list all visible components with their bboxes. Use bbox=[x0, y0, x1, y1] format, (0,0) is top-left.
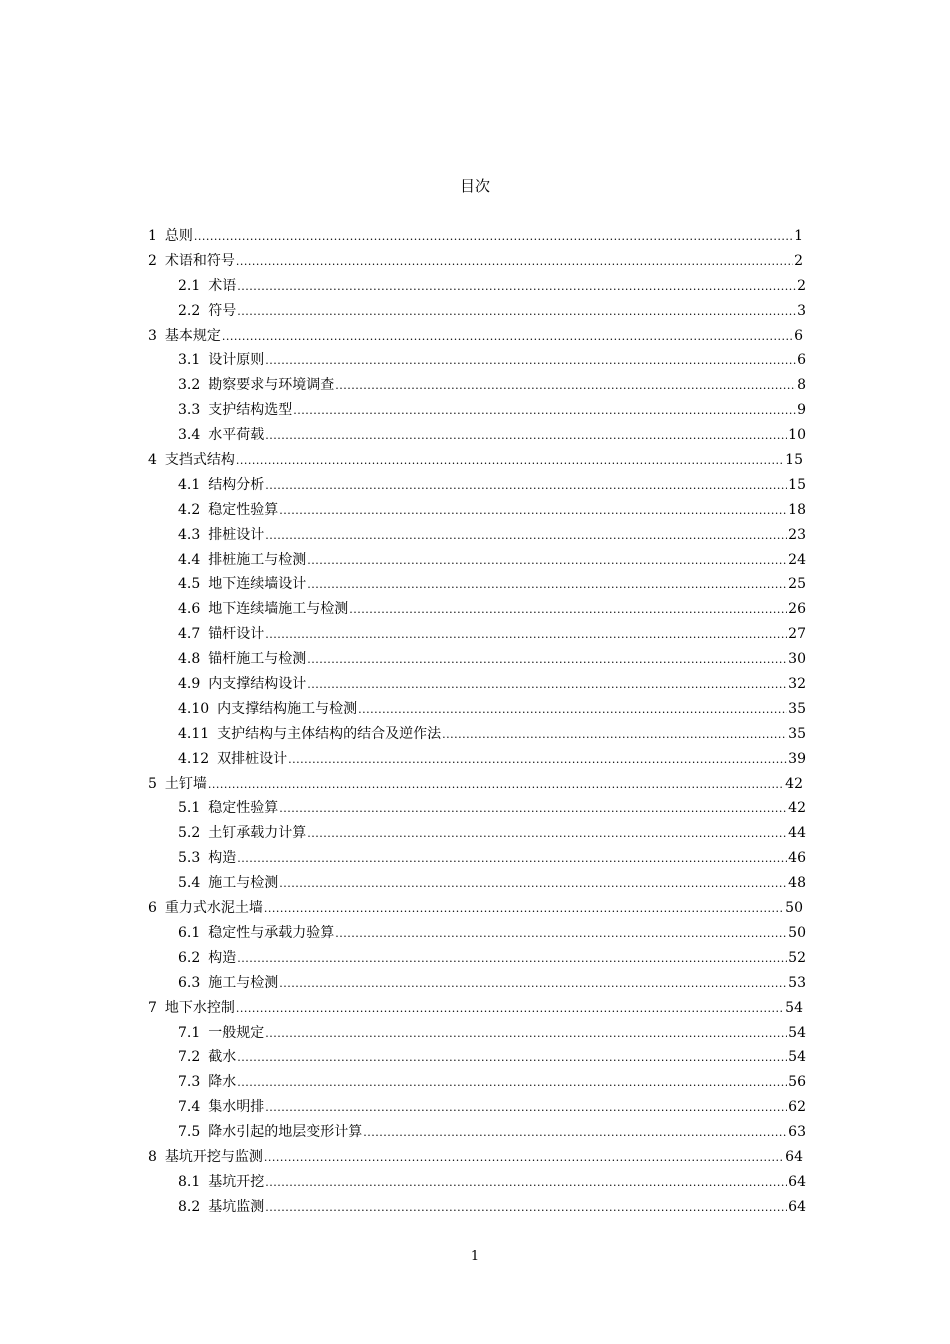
toc-entry-number: 8.2 bbox=[178, 1198, 201, 1215]
toc-entry-label: 锚杆设计 bbox=[208, 626, 265, 643]
toc-dot-leader bbox=[237, 1048, 787, 1068]
toc-entry-number: 4.8 bbox=[178, 651, 201, 668]
toc-entry-page: 53 bbox=[788, 974, 806, 991]
toc-dot-leader bbox=[349, 600, 787, 620]
toc-dot-leader bbox=[279, 501, 787, 521]
toc-entry-label: 降水引起的地层变形计算 bbox=[208, 1124, 363, 1141]
toc-entry-page: 6 bbox=[797, 352, 806, 369]
toc-entry-page: 3 bbox=[797, 302, 806, 319]
toc-entry-label: 双排桩设计 bbox=[217, 750, 288, 767]
toc-entry-number: 2.2 bbox=[178, 302, 201, 319]
toc-section-entry bbox=[0, 699, 806, 724]
toc-entry-page: 63 bbox=[788, 1124, 806, 1141]
toc-section-entry bbox=[0, 1122, 806, 1147]
toc-entry-number: 3.4 bbox=[178, 427, 201, 444]
toc-entry-number: 7.5 bbox=[178, 1124, 201, 1141]
toc-entry-number: 7 bbox=[148, 999, 157, 1016]
toc-entry-label: 稳定性与承载力验算 bbox=[208, 924, 335, 941]
toc-section-entry bbox=[0, 798, 806, 823]
toc-dot-leader bbox=[237, 277, 796, 297]
toc-entry-number: 3 bbox=[148, 327, 157, 344]
toc-entry-page: 64 bbox=[785, 1148, 803, 1165]
toc-entry-number: 6.2 bbox=[178, 949, 201, 966]
toc-entry-label: 支护结构选型 bbox=[208, 402, 293, 419]
toc-dot-leader bbox=[237, 949, 787, 969]
toc-dot-leader bbox=[307, 551, 787, 571]
toc-entry-number: 7.1 bbox=[178, 1024, 201, 1041]
toc-entry-number: 4.9 bbox=[178, 676, 201, 693]
toc-entry-label: 水平荷载 bbox=[208, 427, 265, 444]
toc-entry-label: 地下水控制 bbox=[164, 999, 235, 1016]
toc-entry-number: 4.10 bbox=[178, 700, 210, 717]
toc-entry-label: 锚杆施工与检测 bbox=[208, 651, 307, 668]
toc-entry-page: 15 bbox=[785, 452, 803, 469]
toc-entry-number: 5 bbox=[148, 775, 157, 792]
toc-section-entry bbox=[0, 649, 806, 674]
toc-entry-label: 内支撑结构施工与检测 bbox=[217, 700, 358, 717]
toc-dot-leader bbox=[264, 899, 784, 919]
toc-entry-label: 术语 bbox=[208, 277, 237, 294]
toc-entry-label: 降水 bbox=[208, 1074, 237, 1091]
toc-entry-number: 5.1 bbox=[178, 800, 201, 817]
toc-entry-label: 构造 bbox=[208, 850, 237, 867]
toc-dot-leader bbox=[222, 327, 793, 347]
toc-section-entry bbox=[0, 525, 806, 550]
toc-dot-leader bbox=[264, 1148, 784, 1168]
toc-section-entry bbox=[0, 400, 806, 425]
toc-section-entry bbox=[0, 1047, 806, 1072]
toc-entry-page: 23 bbox=[788, 526, 806, 543]
toc-section-entry bbox=[0, 350, 806, 375]
toc-dot-leader bbox=[265, 1098, 787, 1118]
toc-entry-page: 62 bbox=[788, 1099, 806, 1116]
toc-dot-leader bbox=[335, 376, 796, 396]
toc-entry-page: 24 bbox=[788, 551, 806, 568]
toc-dot-leader bbox=[335, 924, 787, 944]
toc-entry-number: 4.6 bbox=[178, 601, 201, 618]
toc-entry-page: 64 bbox=[788, 1173, 806, 1190]
toc-section-entry bbox=[0, 674, 806, 699]
toc-entry-number: 4.5 bbox=[178, 576, 201, 593]
toc-dot-leader bbox=[363, 1123, 787, 1143]
toc-entry-label: 土钉墙 bbox=[164, 775, 207, 792]
toc-dot-leader bbox=[194, 227, 793, 247]
toc-entry-number: 4 bbox=[148, 452, 157, 469]
toc-entry-page: 64 bbox=[788, 1198, 806, 1215]
toc-entry-label: 设计原则 bbox=[208, 352, 265, 369]
toc-entry-number: 1 bbox=[148, 228, 157, 244]
toc-dot-leader bbox=[208, 775, 784, 795]
toc-entry-label: 术语和符号 bbox=[164, 252, 235, 269]
toc-entry-label: 内支撑结构设计 bbox=[208, 676, 307, 693]
toc-entry-number: 4.4 bbox=[178, 551, 201, 568]
toc-entry-label: 符号 bbox=[208, 302, 237, 319]
toc-entry-number: 4.11 bbox=[178, 725, 210, 742]
toc-section-entry bbox=[0, 1097, 806, 1122]
toc-entry-label: 排桩设计 bbox=[208, 526, 265, 543]
toc-dot-leader bbox=[237, 302, 796, 322]
toc-dot-leader bbox=[279, 874, 787, 894]
toc-dot-leader bbox=[265, 1173, 787, 1193]
toc-section-entry bbox=[0, 923, 806, 948]
toc-dot-leader bbox=[307, 650, 787, 670]
toc-entry-page: 25 bbox=[788, 576, 806, 593]
toc-entry-number: 8 bbox=[148, 1148, 157, 1165]
toc-chapter-entry bbox=[0, 1147, 803, 1172]
toc-section-entry bbox=[0, 475, 806, 500]
toc-section-entry bbox=[0, 749, 806, 774]
toc-dot-leader bbox=[358, 700, 787, 720]
toc-section-entry bbox=[0, 375, 806, 400]
toc-entry-number: 7.4 bbox=[178, 1099, 201, 1116]
toc-entry-label: 稳定性验算 bbox=[208, 501, 279, 518]
toc-dot-leader bbox=[307, 675, 787, 695]
toc-chapter-entry bbox=[0, 450, 803, 475]
toc-entry-number: 2.1 bbox=[178, 277, 201, 294]
toc-entry-page: 46 bbox=[788, 850, 806, 867]
toc-entry-number: 8.1 bbox=[178, 1173, 201, 1190]
toc-chapter-entry bbox=[0, 998, 803, 1023]
toc-entry-number: 2 bbox=[148, 252, 157, 269]
toc-dot-leader bbox=[307, 824, 787, 844]
toc-entry-label: 稳定性验算 bbox=[208, 800, 279, 817]
toc-dot-leader bbox=[236, 999, 784, 1019]
toc-entry-page: 42 bbox=[788, 800, 806, 817]
toc-entry-number: 6.3 bbox=[178, 974, 201, 991]
toc-entry-label: 支挡式结构 bbox=[164, 452, 235, 469]
toc-chapter-entry bbox=[0, 898, 803, 923]
toc-entry-page: 2 bbox=[794, 252, 803, 269]
toc-entry-number: 5.3 bbox=[178, 850, 201, 867]
toc-entry-page: 2 bbox=[797, 277, 806, 294]
toc-section-entry bbox=[0, 973, 806, 998]
toc-entry-number: 7.2 bbox=[178, 1049, 201, 1066]
toc-dot-leader bbox=[265, 526, 787, 546]
toc-section-entry bbox=[0, 301, 806, 326]
toc-chapter-entry bbox=[0, 774, 803, 799]
toc-entry-label: 总则 bbox=[164, 228, 193, 244]
toc-entry-page: 50 bbox=[785, 900, 803, 917]
toc-entry-label: 土钉承载力计算 bbox=[208, 825, 307, 842]
toc-dot-leader bbox=[265, 476, 787, 496]
toc-dot-leader bbox=[293, 401, 796, 421]
toc-section-entry bbox=[0, 1023, 806, 1048]
toc-entry-page: 35 bbox=[788, 725, 806, 742]
toc-entry-label: 地下连续墙设计 bbox=[208, 576, 307, 593]
toc-entry-page: 50 bbox=[788, 924, 806, 941]
toc-chapter-entry bbox=[0, 251, 803, 276]
toc-section-entry bbox=[0, 1072, 806, 1097]
toc-section-entry bbox=[0, 500, 806, 525]
toc-entry-page: 8 bbox=[797, 377, 806, 394]
toc-entry-number: 3.1 bbox=[178, 352, 201, 369]
toc-entry-page: 54 bbox=[785, 999, 803, 1016]
toc-dot-leader bbox=[265, 625, 787, 645]
toc-entry-label: 基坑监测 bbox=[208, 1198, 265, 1215]
toc-entry-number: 6 bbox=[148, 900, 157, 917]
toc-entry-page: 6 bbox=[794, 327, 803, 344]
toc-section-entry bbox=[0, 624, 806, 649]
toc-section-entry bbox=[0, 823, 806, 848]
toc-entry-label: 基坑开挖与监测 bbox=[164, 1148, 263, 1165]
toc-dot-leader bbox=[288, 750, 787, 770]
toc-entry-label: 构造 bbox=[208, 949, 237, 966]
toc-entry-page: 1 bbox=[794, 228, 803, 244]
toc-entry-page: 30 bbox=[788, 651, 806, 668]
toc-entry-label: 支护结构与主体结构的结合及逆作法 bbox=[217, 725, 442, 742]
toc-section-entry bbox=[0, 550, 806, 575]
toc-entry-page: 27 bbox=[788, 626, 806, 643]
toc-entry-number: 4.3 bbox=[178, 526, 201, 543]
toc-entry-page: 32 bbox=[788, 676, 806, 693]
toc-section-entry bbox=[0, 848, 806, 873]
toc-entry-page: 52 bbox=[788, 949, 806, 966]
toc-entry-label: 施工与检测 bbox=[208, 974, 279, 991]
toc-dot-leader bbox=[279, 799, 787, 819]
toc-entry-number: 4.1 bbox=[178, 476, 201, 493]
toc-dot-leader bbox=[265, 1024, 787, 1044]
toc-entry-number: 6.1 bbox=[178, 924, 201, 941]
toc-entry-label: 排桩施工与检测 bbox=[208, 551, 307, 568]
toc-entry-label: 基本规定 bbox=[164, 327, 221, 344]
toc-entry-number: 7.3 bbox=[178, 1074, 201, 1091]
toc-entry-label: 结构分析 bbox=[208, 476, 265, 493]
toc-entry-page: 39 bbox=[788, 750, 806, 767]
toc-section-entry bbox=[0, 724, 806, 749]
toc-dot-leader bbox=[307, 575, 787, 595]
toc-title: 目次 bbox=[459, 177, 490, 195]
toc-entry-number: 4.12 bbox=[178, 750, 210, 767]
toc-entry-label: 截水 bbox=[208, 1049, 237, 1066]
toc-section-entry bbox=[0, 1197, 806, 1222]
toc-entry-page: 42 bbox=[785, 775, 803, 792]
toc-section-entry bbox=[0, 599, 806, 624]
toc-dot-leader bbox=[279, 974, 787, 994]
toc-dot-leader bbox=[265, 426, 787, 446]
toc-entry-number: 5.4 bbox=[178, 875, 201, 892]
toc-entry-number: 4.7 bbox=[178, 626, 201, 643]
toc-entry-page: 48 bbox=[788, 875, 806, 892]
toc-dot-leader bbox=[265, 351, 796, 371]
toc-entry-number: 3.2 bbox=[178, 377, 201, 394]
toc-entry-label: 基坑开挖 bbox=[208, 1173, 265, 1190]
toc-entry-page: 56 bbox=[788, 1074, 806, 1091]
toc-entry-page: 9 bbox=[797, 402, 806, 419]
toc-section-entry bbox=[0, 425, 806, 450]
toc-entry-page: 18 bbox=[788, 501, 806, 518]
toc-chapter-entry bbox=[0, 226, 803, 251]
toc-entry-page: 10 bbox=[788, 427, 806, 444]
table-of-contents bbox=[0, 226, 950, 1222]
toc-dot-leader bbox=[237, 849, 787, 869]
toc-chapter-entry bbox=[0, 326, 803, 351]
toc-section-entry bbox=[0, 276, 806, 301]
toc-entry-page: 26 bbox=[788, 601, 806, 618]
toc-entry-number: 4.2 bbox=[178, 501, 201, 518]
toc-entry-label: 勘察要求与环境调查 bbox=[208, 377, 335, 394]
toc-entry-number: 5.2 bbox=[178, 825, 201, 842]
toc-dot-leader bbox=[265, 1198, 787, 1218]
toc-entry-page: 54 bbox=[788, 1024, 806, 1041]
toc-section-entry bbox=[0, 948, 806, 973]
toc-section-entry bbox=[0, 574, 806, 599]
toc-entry-label: 施工与检测 bbox=[208, 875, 279, 892]
toc-entry-label: 集水明排 bbox=[208, 1099, 265, 1116]
toc-section-entry bbox=[0, 873, 806, 898]
toc-entry-label: 一般规定 bbox=[208, 1024, 265, 1041]
toc-entry-number: 3.3 bbox=[178, 402, 201, 419]
toc-entry-label: 地下连续墙施工与检测 bbox=[208, 601, 349, 618]
toc-section-entry bbox=[0, 1172, 806, 1197]
toc-entry-label: 重力式水泥土墙 bbox=[164, 900, 263, 917]
toc-entry-page: 15 bbox=[788, 476, 806, 493]
toc-dot-leader bbox=[442, 725, 787, 745]
toc-entry-page: 54 bbox=[788, 1049, 806, 1066]
page-number: 1 bbox=[470, 1249, 480, 1264]
toc-dot-leader bbox=[236, 451, 784, 471]
toc-entry-page: 35 bbox=[788, 700, 806, 717]
toc-dot-leader bbox=[236, 252, 793, 272]
toc-entry-page: 44 bbox=[788, 825, 806, 842]
toc-dot-leader bbox=[237, 1073, 787, 1093]
